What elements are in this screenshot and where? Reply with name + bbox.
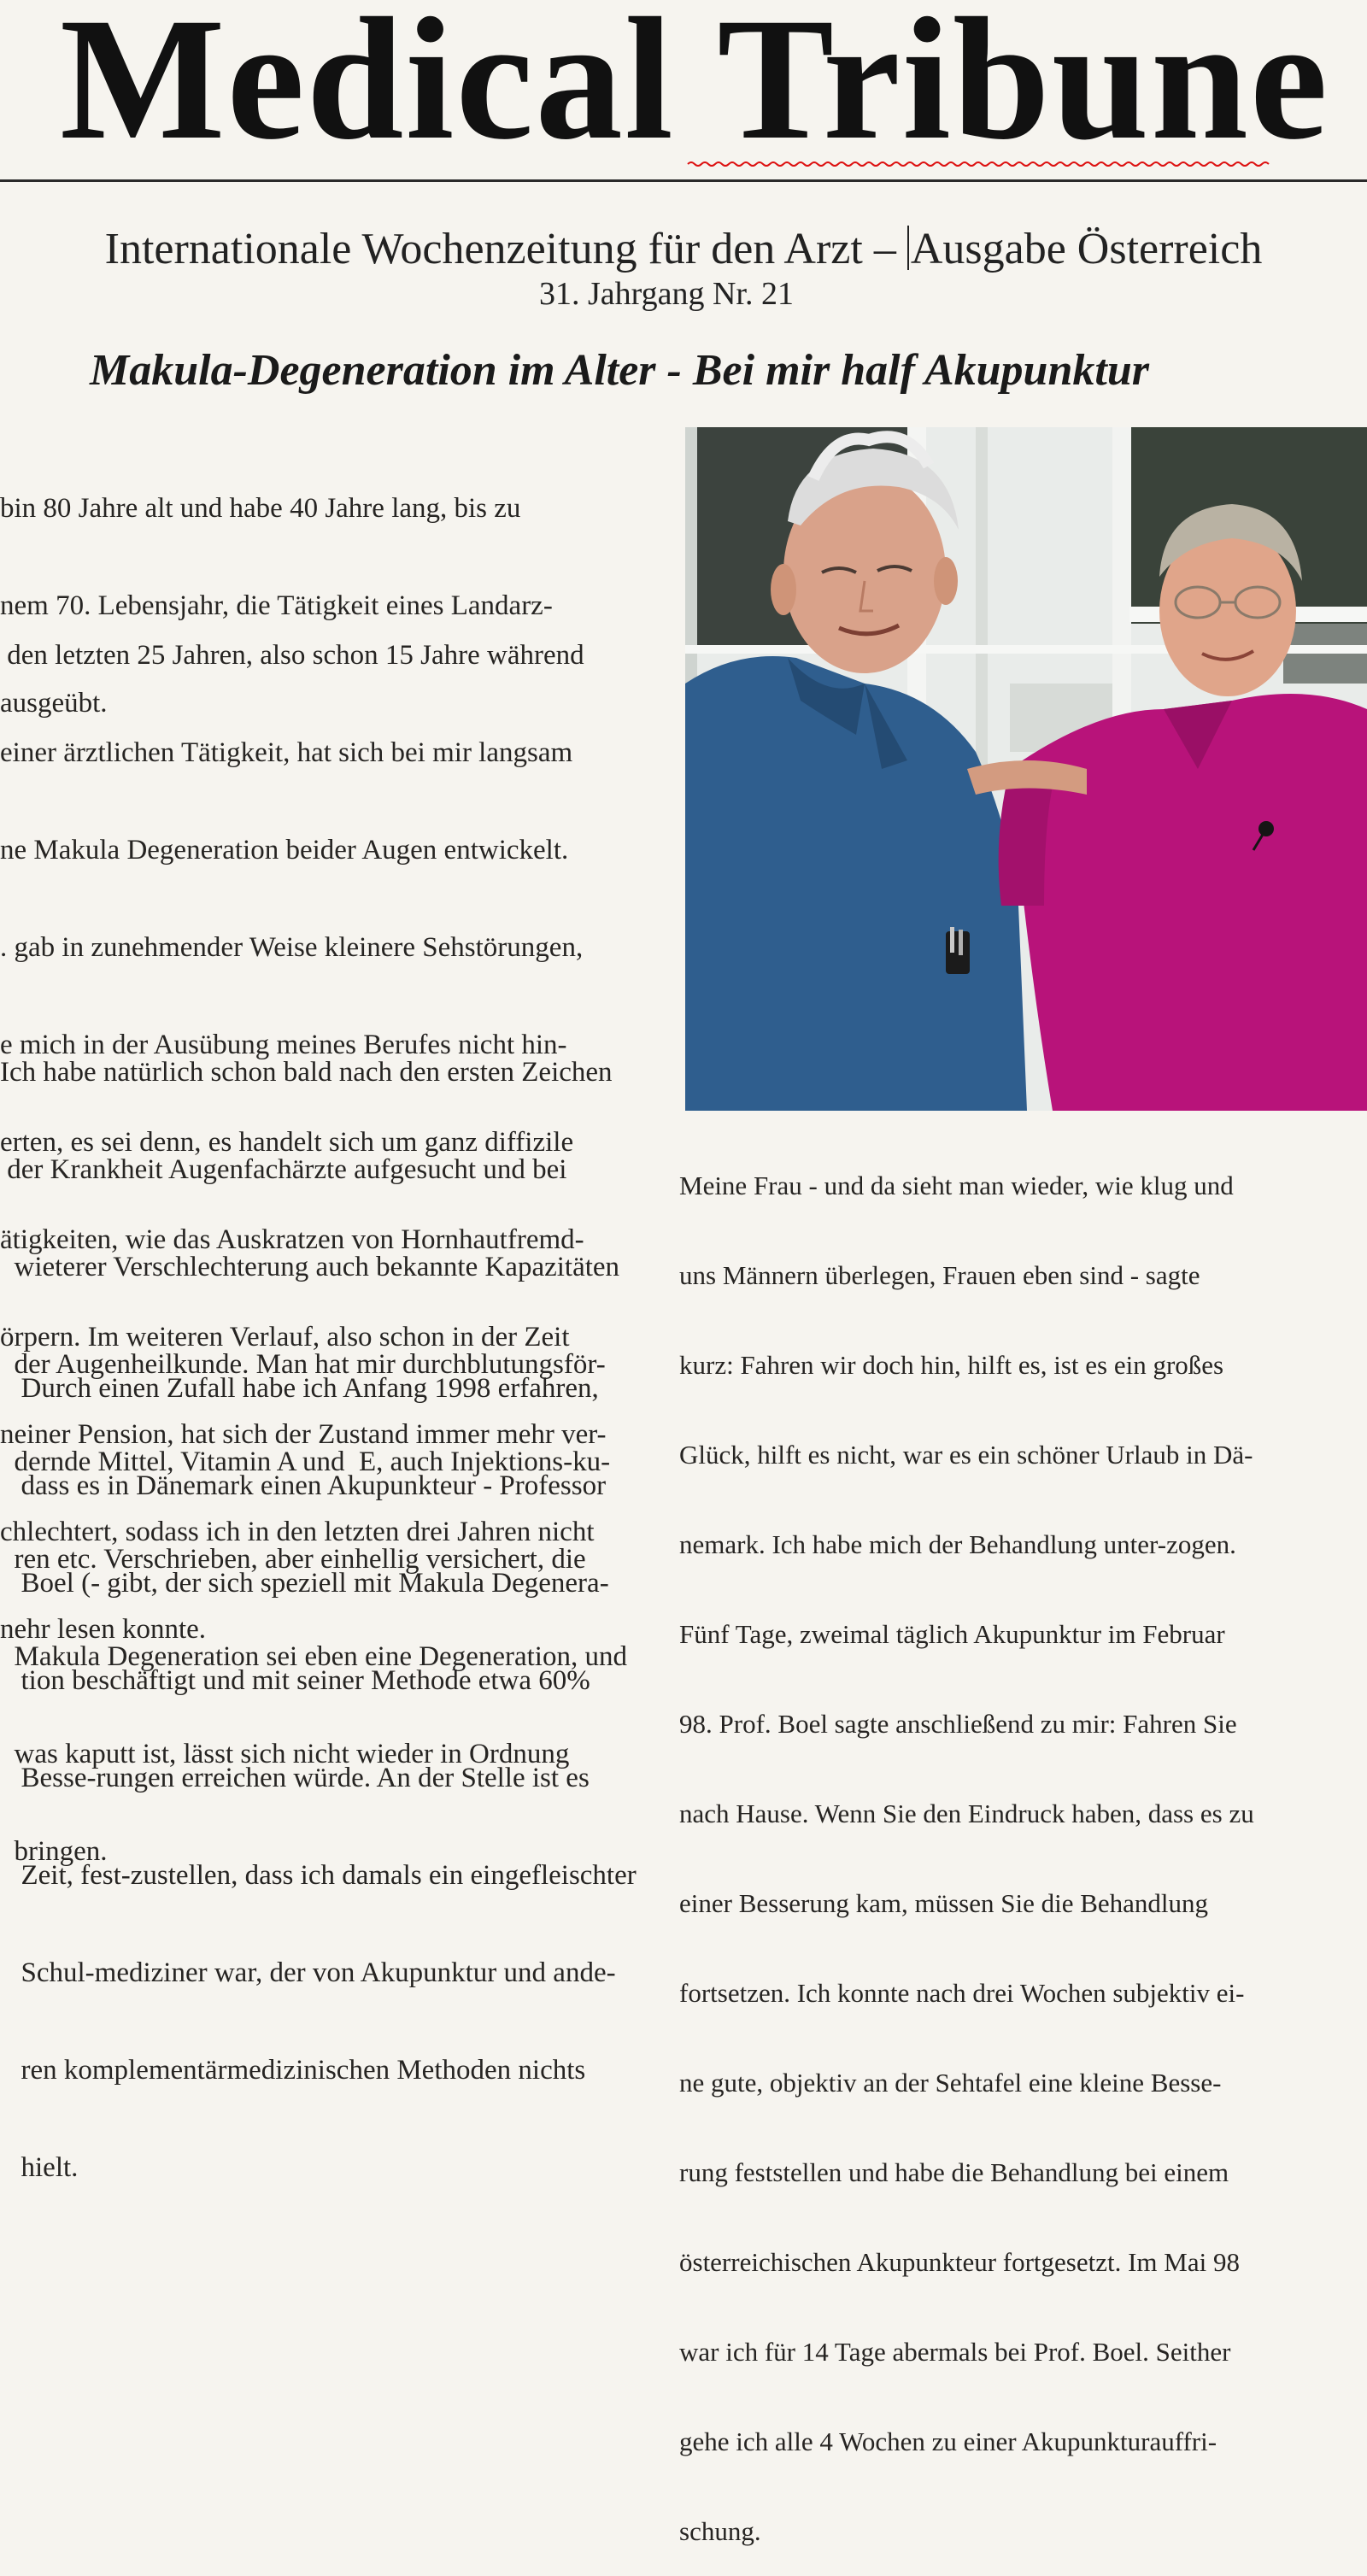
caption-line: uns Männern überlegen, Frauen eben sind - sagte	[679, 1260, 1200, 1290]
text-line: der Augenheilkunde. Man hat mir durchblutungsför-	[0, 1349, 606, 1380]
text-line: chlechtert, sodass ich in den letzten drei Jahren nicht	[0, 1517, 595, 1547]
article-body	[0, 427, 658, 2183]
paragraph-4	[7, 1307, 637, 2249]
caption-line: 98. Prof. Boel sagte anschließend zu mir: Fahren Sie	[679, 1709, 1237, 1739]
newspaper-title: Medical Tribune	[60, 0, 1329, 176]
text-line: ne Makula Degeneration beider Augen entwickelt.	[0, 835, 569, 866]
text-line: erten, es sei denn, es handelt sich um ganz diffizile	[0, 1127, 574, 1158]
photo-caption	[679, 1111, 1367, 2576]
text-line: ausgeübt.	[0, 688, 108, 719]
article-photo	[685, 427, 1367, 1111]
text-line: nehr lesen konnte.	[0, 1614, 207, 1645]
caption-line: österreichischen Akupunkteur fortgesetzt. Im Mai 98	[679, 2247, 1240, 2277]
text-line: was kaputt ist, lässt sich nicht wieder in Ordnung	[0, 1739, 570, 1769]
text-line: ätigkeiten, wie das Auskratzen von Hornhautfremd-	[0, 1224, 584, 1255]
caption-line: Meine Frau - und da sieht man wieder, wie klug und	[679, 1171, 1234, 1200]
article-headline: Makula-Degeneration im Alter - Bei mir half Akupunktur	[90, 346, 1150, 395]
subtitle	[0, 224, 1367, 274]
caption-line: rung feststellen und habe die Behandlung bei einem	[679, 2157, 1229, 2187]
caption-line: nach Hause. Wenn Sie den Eindruck haben, dass es zu	[679, 1799, 1254, 1828]
text-line: ren komplementärmedizinischen Methoden nichts	[7, 2055, 586, 2086]
photo-two-men	[685, 427, 1367, 1111]
text-line: e mich in der Ausübung meines Berufes nicht hin-	[0, 1030, 567, 1060]
text-line: Zeit, fest-zustellen, dass ich damals ein eingefleischter	[7, 1860, 637, 1891]
caption-line: gehe ich alle 4 Wochen zu einer Akupunkturauffri-	[679, 2426, 1217, 2456]
text-line: den letzten 25 Jahren, also schon 15 Jahre während	[0, 640, 584, 671]
text-line: hielt.	[7, 2152, 79, 2183]
text-line: tion beschäftigt und mit seiner Methode etwa 60%	[7, 1665, 590, 1696]
subtitle-edition: Ausgabe Österreich	[910, 225, 1263, 273]
text-line: örpern. Im weiteren Verlauf, also schon in der Zeit	[0, 1322, 570, 1353]
text-line: Ich habe natürlich schon bald nach den ersten Zeichen	[0, 1057, 613, 1088]
text-line: dass es in Dänemark einen Akupunkteur - Professor	[7, 1470, 607, 1501]
text-line: ren etc. Verschrieben, aber einhellig versichert, die	[0, 1544, 586, 1575]
caption-line: schung.	[679, 2516, 761, 2546]
subtitle-text: Internationale Wochenzeitung für den Arzt –	[104, 225, 907, 273]
spellcheck-underline	[688, 161, 1273, 167]
masthead-rule	[0, 179, 1367, 182]
text-line: dernde Mittel, Vitamin A und E, auch Injektions-ku-	[0, 1446, 611, 1477]
text-line: Besse-rungen erreichen würde. An der Stelle ist es	[7, 1763, 590, 1793]
text-line: Boel (- gibt, der sich speziell mit Makula Degenera-	[7, 1568, 609, 1599]
caption-line: war ich für 14 Tage abermals bei Prof. Boel. Seither	[679, 2337, 1231, 2367]
caption-line: nemark. Ich habe mich der Behandlung unter-zogen.	[679, 1529, 1236, 1559]
caption-line: Glück, hilft es nicht, war es ein schöner Urlaub in Dä-	[679, 1440, 1253, 1470]
text-line: wieterer Verschlechterung auch bekannte Kapazitäten	[0, 1252, 620, 1282]
caption-line: einer Besserung kam, müssen Sie die Behandlung	[679, 1888, 1209, 1918]
text-line: Durch einen Zufall habe ich Anfang 1998 erfahren,	[7, 1373, 599, 1404]
text-line: bringen.	[0, 1836, 108, 1867]
masthead	[0, 0, 1367, 179]
text-cursor	[907, 226, 909, 270]
text-line: Makula Degeneration sei eben eine Degeneration, und	[0, 1641, 627, 1672]
caption-line: ne gute, objektiv an der Sehtafel eine kleine Besse-	[679, 2068, 1222, 2098]
text-line: neiner Pension, hat sich der Zustand immer mehr ver-	[0, 1419, 607, 1450]
issue-number: 31. Jahrgang Nr. 21	[539, 276, 794, 312]
text-line: bin 80 Jahre alt und habe 40 Jahre lang, bis zu	[0, 493, 521, 524]
caption-line: Fünf Tage, zweimal täglich Akupunktur im Februar	[679, 1619, 1225, 1649]
text-line: der Krankheit Augenfachärzte aufgesucht und bei	[0, 1154, 567, 1185]
text-line: nem 70. Lebensjahr, die Tätigkeit eines Landarz-	[0, 590, 553, 621]
text-line: Schul-mediziner war, der von Akupunktur und ande-	[7, 1957, 616, 1988]
text-line: einer ärztlichen Tätigkeit, hat sich bei mir langsam	[0, 737, 573, 768]
text-line: . gab in zunehmender Weise kleinere Sehstörungen,	[0, 932, 584, 963]
caption-line: kurz: Fahren wir doch hin, hilft es, ist es ein großes	[679, 1350, 1224, 1380]
caption-line: fortsetzen. Ich konnte nach drei Wochen subjektiv ei-	[679, 1978, 1245, 2008]
